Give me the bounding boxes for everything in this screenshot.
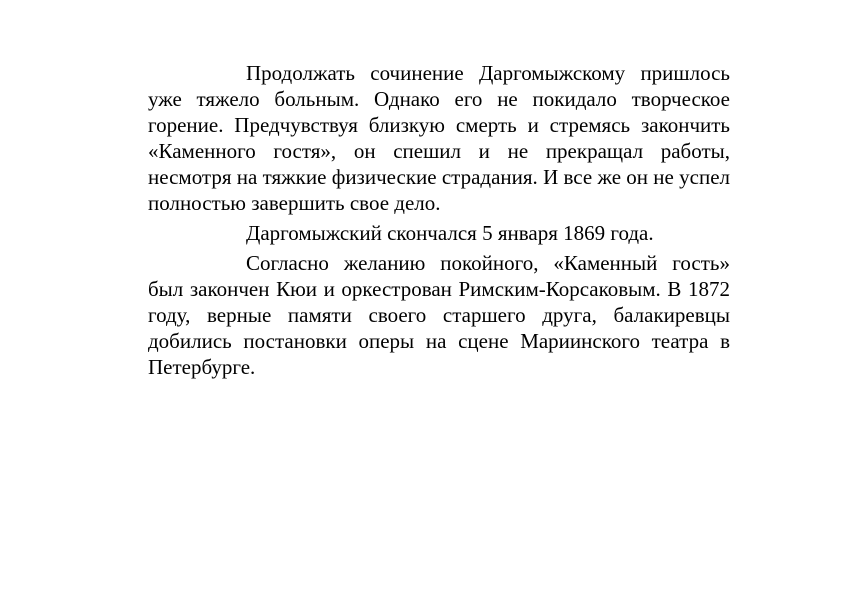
paragraph-death: Даргомыжский скончался 5 января 1869 года. [246,221,654,245]
text-body [148,60,730,380]
paragraph-completion: Согласно желанию покойного, «Каменный гость» был закончен Кюи и оркестрован Римским-Корсаковым. В 1872 году, верные памяти своего старшего друга, балакиревцы добились постановки оперы на сцене Мариинского театра в Петербурге. [148,251,730,379]
paragraph-composition: Продолжать сочинение Даргомыжскому пришлось уже тяжело больным. Однако его не покидало творческое горение. Предчувствуя близкую смерть и стремясь закончить «Каменного гостя», он спешил и не прекращал работы, несмотря на тяжкие физические страдания. И все же он не успел полностью завершить свое дело. [148,61,730,215]
